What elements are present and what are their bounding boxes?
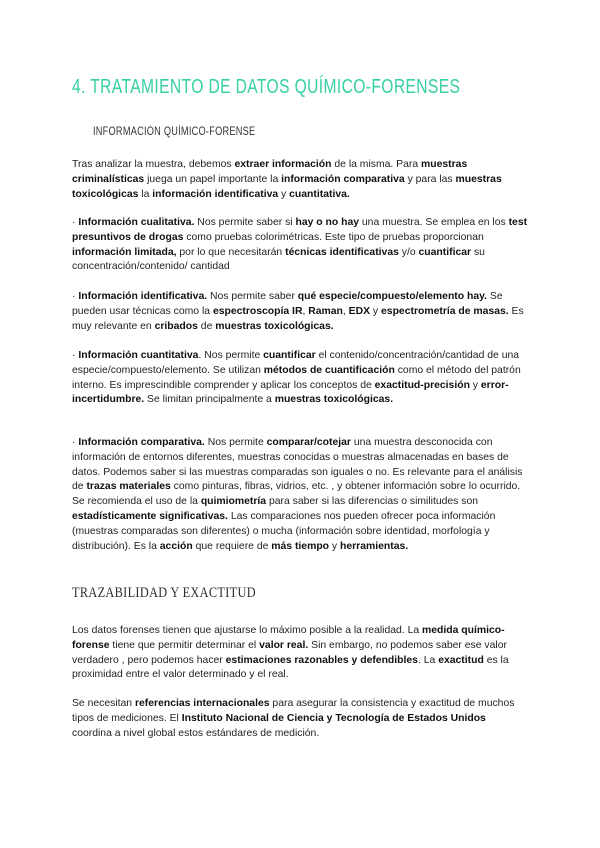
text-segment: Las comparaciones nos pueden ofrecer poca información (muestras comparadas son diferentes) o mucha (información sobre identidad, morfología y distribución). Es la	[72, 510, 496, 552]
bullet: ·	[72, 291, 79, 302]
bold-term: muestras toxicológicas.	[215, 320, 334, 332]
bold-term: espectroscopía IR	[212, 305, 303, 317]
bold-term: exactitud-precisión	[374, 379, 470, 391]
bold-term: Instituto Nacional de Ciencia y Tecnología de Estados Unidos	[181, 712, 486, 724]
text-segment: Es muy relevante en	[72, 305, 524, 332]
bold-term: EDX	[348, 305, 371, 317]
bold-term: test presuntivos de drogas	[72, 217, 528, 243]
text-segment: como pinturas, fibras, vidrios, etc. , y obtener información sobre lo ocurrido. Se recomienda el uso de la	[72, 481, 521, 508]
text-segment: que requiere de	[192, 540, 272, 552]
text-segment: Nos permite	[204, 437, 267, 448]
text-segment: ,	[302, 305, 309, 317]
bold-term: error-incertidumbre.	[72, 379, 509, 406]
bold-term: más tiempo	[271, 540, 330, 552]
bold-term: muestras toxicológicas.	[274, 394, 394, 406]
text-segment: como el método del patrón interno. Es imprescindible comprender y aplicar los conceptos de	[72, 364, 521, 391]
text-segment: su concentración/contenido/ cantidad	[72, 246, 485, 273]
text-segment: una muestra. Se emplea en los	[359, 217, 509, 228]
text-segment: y	[329, 540, 341, 552]
text-segment: y para las	[404, 173, 456, 185]
text-segment: juega un papel importante la	[144, 173, 282, 185]
text-segment: Nos permite saber si	[194, 217, 296, 228]
text-segment: Nos permite saber	[207, 291, 298, 302]
bold-term: qué especie/compuesto/elemento hay.	[297, 291, 488, 302]
bold-term: Información cualitativa.	[78, 217, 195, 228]
traceability-paragraph	[72, 624, 528, 683]
bold-term: hay o no hay	[295, 217, 359, 228]
text-segment: una muestra desconocida con información de entornos diferentes, muestras conocidas o muestras almacenadas en bases de datos. Podemos saber si las muestras comparadas son iguales o no. Es relevante para el análisis de	[72, 437, 523, 493]
bold-term: información identificativa	[152, 188, 279, 200]
bold-term: estadísticamente significativas.	[72, 510, 228, 522]
bullet: ·	[72, 217, 79, 228]
text-segment: Se necesitan	[72, 698, 135, 709]
text-segment: y	[370, 305, 382, 317]
page-title: 4. TRATAMIENTO DE DATOS QUÍMICO-FORENSES	[72, 76, 461, 98]
bold-term: información comparativa	[281, 173, 405, 185]
identificative-info-paragraph	[72, 290, 528, 334]
text-segment: Tras analizar la muestra, debemos	[72, 159, 235, 170]
bold-term: referencias internacionales	[134, 698, 270, 709]
quantitative-info-paragraph	[72, 349, 528, 408]
text-segment: para asegurar la consistencia y exactitud de muchos tipos de mediciones. El	[72, 698, 515, 724]
bold-term: información limitada,	[72, 246, 177, 258]
bold-term: cuantificar	[418, 246, 472, 258]
bold-term: muestras toxicológicas	[72, 173, 502, 200]
bold-term: cuantificar	[263, 350, 316, 361]
bold-term: comparar/cotejar	[266, 437, 351, 448]
text-segment: . Nos permite	[198, 350, 264, 361]
bold-term: extraer información	[234, 159, 332, 170]
text-segment: y/o	[398, 246, 419, 258]
text-segment: coordina a nivel global estos estándares de medición.	[72, 727, 320, 739]
bold-term: espectrometría de masas.	[381, 305, 509, 317]
text-segment: de	[197, 320, 216, 332]
text-segment: es la proximidad entre el valor determinado y el real.	[72, 654, 509, 681]
bold-term: quimiometría	[200, 496, 267, 508]
bold-term: trazas materiales	[86, 481, 171, 493]
bold-term: medida químico-forense	[72, 625, 505, 651]
text-segment: ,	[342, 305, 349, 317]
bold-term: estimaciones razonables y defendibles	[225, 654, 418, 666]
section-subtitle: INFORMACIÓN QUÍMICO-FORENSE	[93, 126, 256, 138]
text-segment: Sin embargo, no podemos saber ese valor verdadero , pero podemos hacer	[72, 639, 507, 666]
intro-paragraph	[72, 158, 528, 202]
bold-term: métodos de cuantificación	[263, 364, 395, 376]
text-segment: por lo que necesitarán	[176, 246, 286, 258]
bold-term: Información identificativa.	[78, 291, 208, 302]
bold-term: Información comparativa.	[78, 437, 205, 448]
bold-term: cuantitativa.	[289, 188, 350, 200]
text-segment: como pruebas colorimétricas. Este tipo de pruebas proporcionan	[183, 231, 484, 243]
text-segment: . La	[417, 654, 439, 666]
bold-term: muestras criminalísticas	[72, 159, 468, 185]
text-segment: y	[278, 188, 290, 200]
text-segment: tiene que permitir determinar el	[109, 639, 260, 651]
bold-term: cribados	[154, 320, 198, 332]
bold-term: herramientas.	[340, 540, 409, 552]
text-segment: y	[469, 379, 481, 391]
bold-term: técnicas identificativas	[285, 246, 399, 258]
bold-term: Raman	[308, 305, 343, 317]
text-segment: de la misma. Para	[331, 159, 422, 170]
bold-term: Información cuantitativa	[78, 350, 199, 361]
bullet: ·	[72, 350, 79, 361]
bold-term: acción	[159, 540, 193, 552]
section-heading-traceability: TRAZABILIDAD Y EXACTITUD	[72, 585, 256, 601]
text-segment: Los datos forenses tienen que ajustarse lo máximo posible a la realidad. La	[72, 625, 423, 636]
text-segment: Se pueden usar técnicas como la	[72, 291, 503, 317]
references-paragraph	[72, 697, 528, 741]
qualitative-info-paragraph	[72, 216, 528, 275]
comparative-info-paragraph	[72, 436, 528, 554]
text-segment: Se limitan principalmente a	[144, 394, 275, 406]
bullet: ·	[72, 437, 79, 448]
text-segment: la	[138, 188, 153, 200]
bold-term: exactitud	[438, 654, 484, 666]
text-segment: para saber si las diferencias o similitudes son	[266, 496, 479, 508]
bold-term: valor real.	[259, 639, 309, 651]
text-segment: el contenido/concentración/cantidad de una especie/compuesto/elemento. Se utilizan	[72, 350, 520, 376]
